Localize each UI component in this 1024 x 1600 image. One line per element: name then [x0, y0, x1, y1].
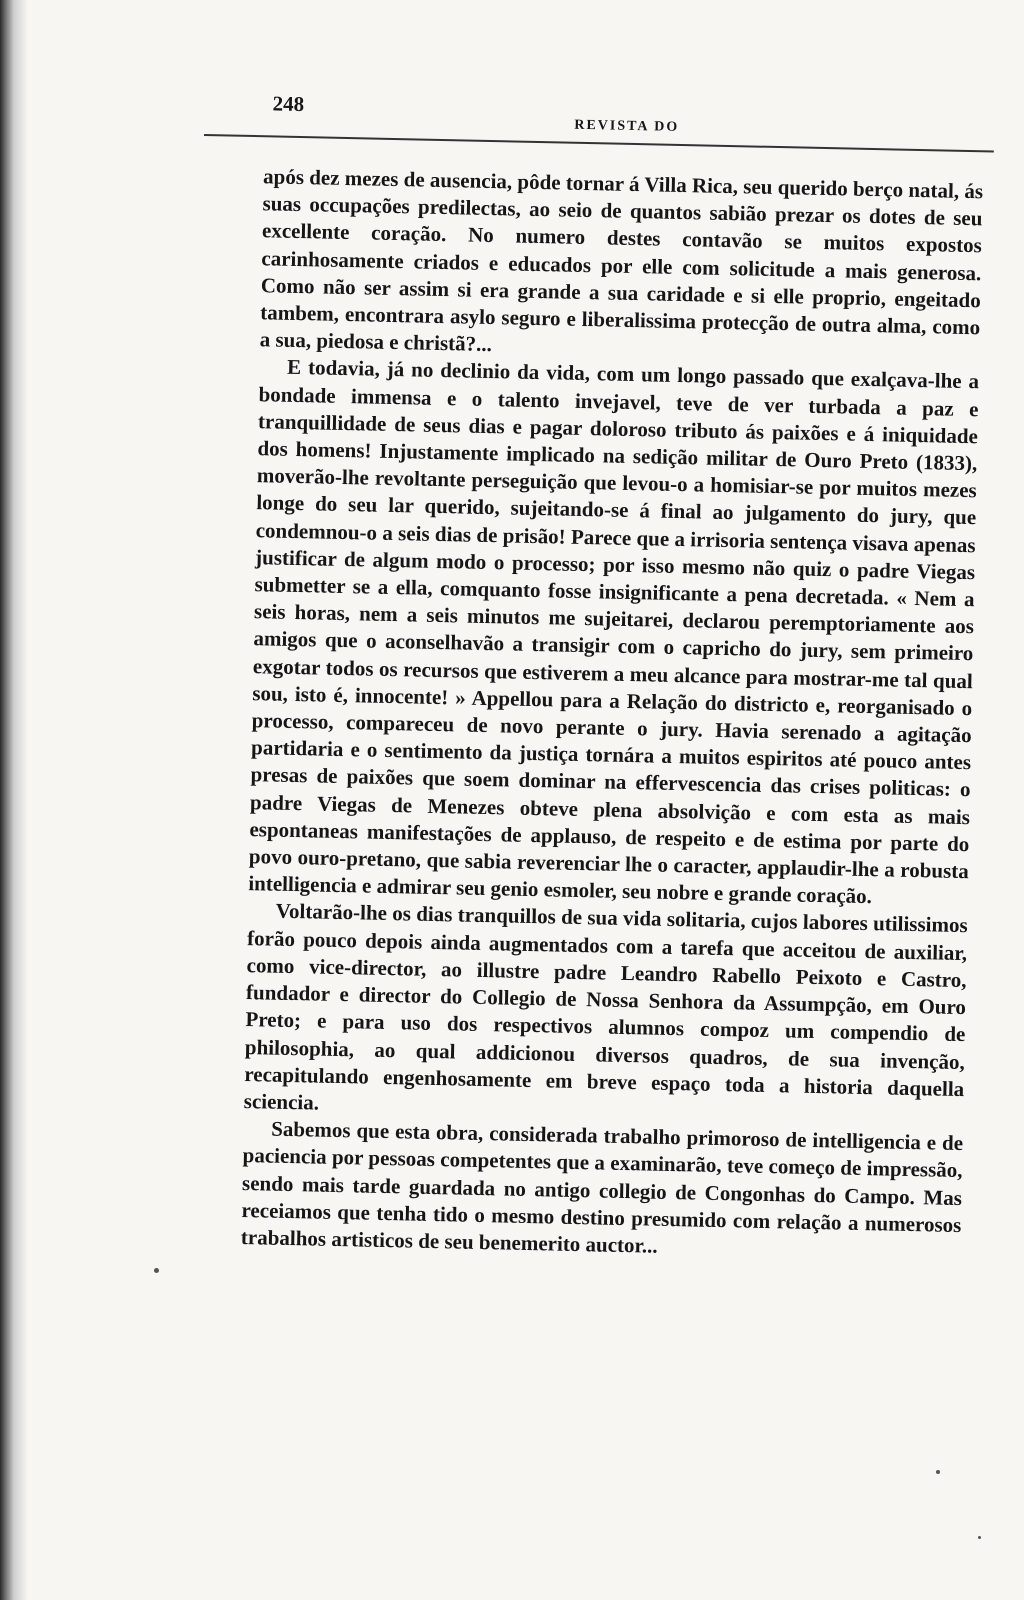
print-speck [154, 1268, 159, 1273]
print-speck [978, 1536, 981, 1539]
book-binding-edge [0, 0, 28, 1600]
page-body [241, 163, 984, 1266]
page-header [204, 88, 995, 153]
page-number: 248 [272, 91, 305, 117]
paragraph-3: Voltarão-lhe os dias tranquillos de sua vida solitaria, cujos labores utilissimos forão pouco depois ainda augmentados com a tarefa que acceitou de auxiliar, como vice-director, ao illustre padre Leandro Rabello Peixoto e Castro, fundador e director do Collegio de Nossa Senhora da Assumpção, em Ouro Preto; e para uso dos respectivos alumnos compoz um compendio de philosophia, ao qual addicionou diversos quadros, de sua invenção, recapitulando engenhosamente em breve espaço toda a historia daquella sciencia. [243, 899, 968, 1115]
paragraph-2: E todavia, já no declinio da vida, com um longo passado que exalçava-lhe a bondade immensa e o talento invejavel, teve de ver turbada a paz e tranquillidade de seus dias e pagar doloroso tributo ás paixões e á iniquidade dos homens! Injustamente implicado na sedição militar de Ouro Preto (1833), moverão-lhe revoltante perseguição que levou-o a homisiar-se por muitos mezes longe do seu lar querido, sujeitando-se á final ao julgamento do jury, que condemnou-o a seis dias de prisão! Parece que a irrisoria sentença visava apenas justificar de algum modo o processo; por isso mesmo não quiz o padre Viegas submetter se a ella, comquanto fosse insignificante a pena decretada. « Nem a seis horas, nem a seis minutos me sujeitarei, declarou peremptoriamente aos amigos que o aconselhavão a transigir com o capricho do jury, sem primeiro exgotar todos os recursos que estiverem a meu alcance para mostrar-me tal qual sou, isto é, innocente! » Appellou para a Relação do districto e, reorganisado o processo, compareceu de novo perante o jury. Havia serenado a agitação partidaria e o sentimento da justiça tornára a muitos espiritos até pouco antes presas de paixões que soem dominar na effervescencia das crises politicas: o padre Viegas de Menezes obteve plena absolvição e com esta as mais espontaneas manifestações de applauso, de respeito e de estima por parte do povo ouro-pretano, que sabia reverenciar lhe o caracter, applaudir-lhe a robusta intelligencia e admirar seu genio esmoler, seu nobre e grande coração. [248, 355, 980, 909]
running-title: REVISTA DO [574, 117, 680, 135]
book-page [175, 88, 995, 1544]
paragraph-1: após dez mezes de ausencia, pôde tornar á Villa Rica, seu querido berço natal, ás suas occupações predilectas, ao seio de quantos sabião prezar os dotes de seu excellente coração. No numero destes contavão se muitos expostos carinhosamente criados e educados por elle com solicitude a mais generosa. Como não ser assim si era grande a sua caridade e si elle proprio, engeitado tambem, encontrara asylo seguro e liberalissima protecção de outra alma, como a sua, piedosa e christã?... [259, 164, 984, 357]
paragraph-4: Sabemos que esta obra, considerada trabalho primoroso de intelligencia e de paciencia por pessoas competentes que a examinarão, teve começo de impressão, sendo mais tarde guardada no antigo collegio de Congonhas do Campo. Mas receiamos que tenha tido o mesmo destino presumido com relação a numerosos trabalhos artisticos de seu benemerito auctor... [240, 1116, 964, 1258]
print-speck [936, 1470, 940, 1474]
